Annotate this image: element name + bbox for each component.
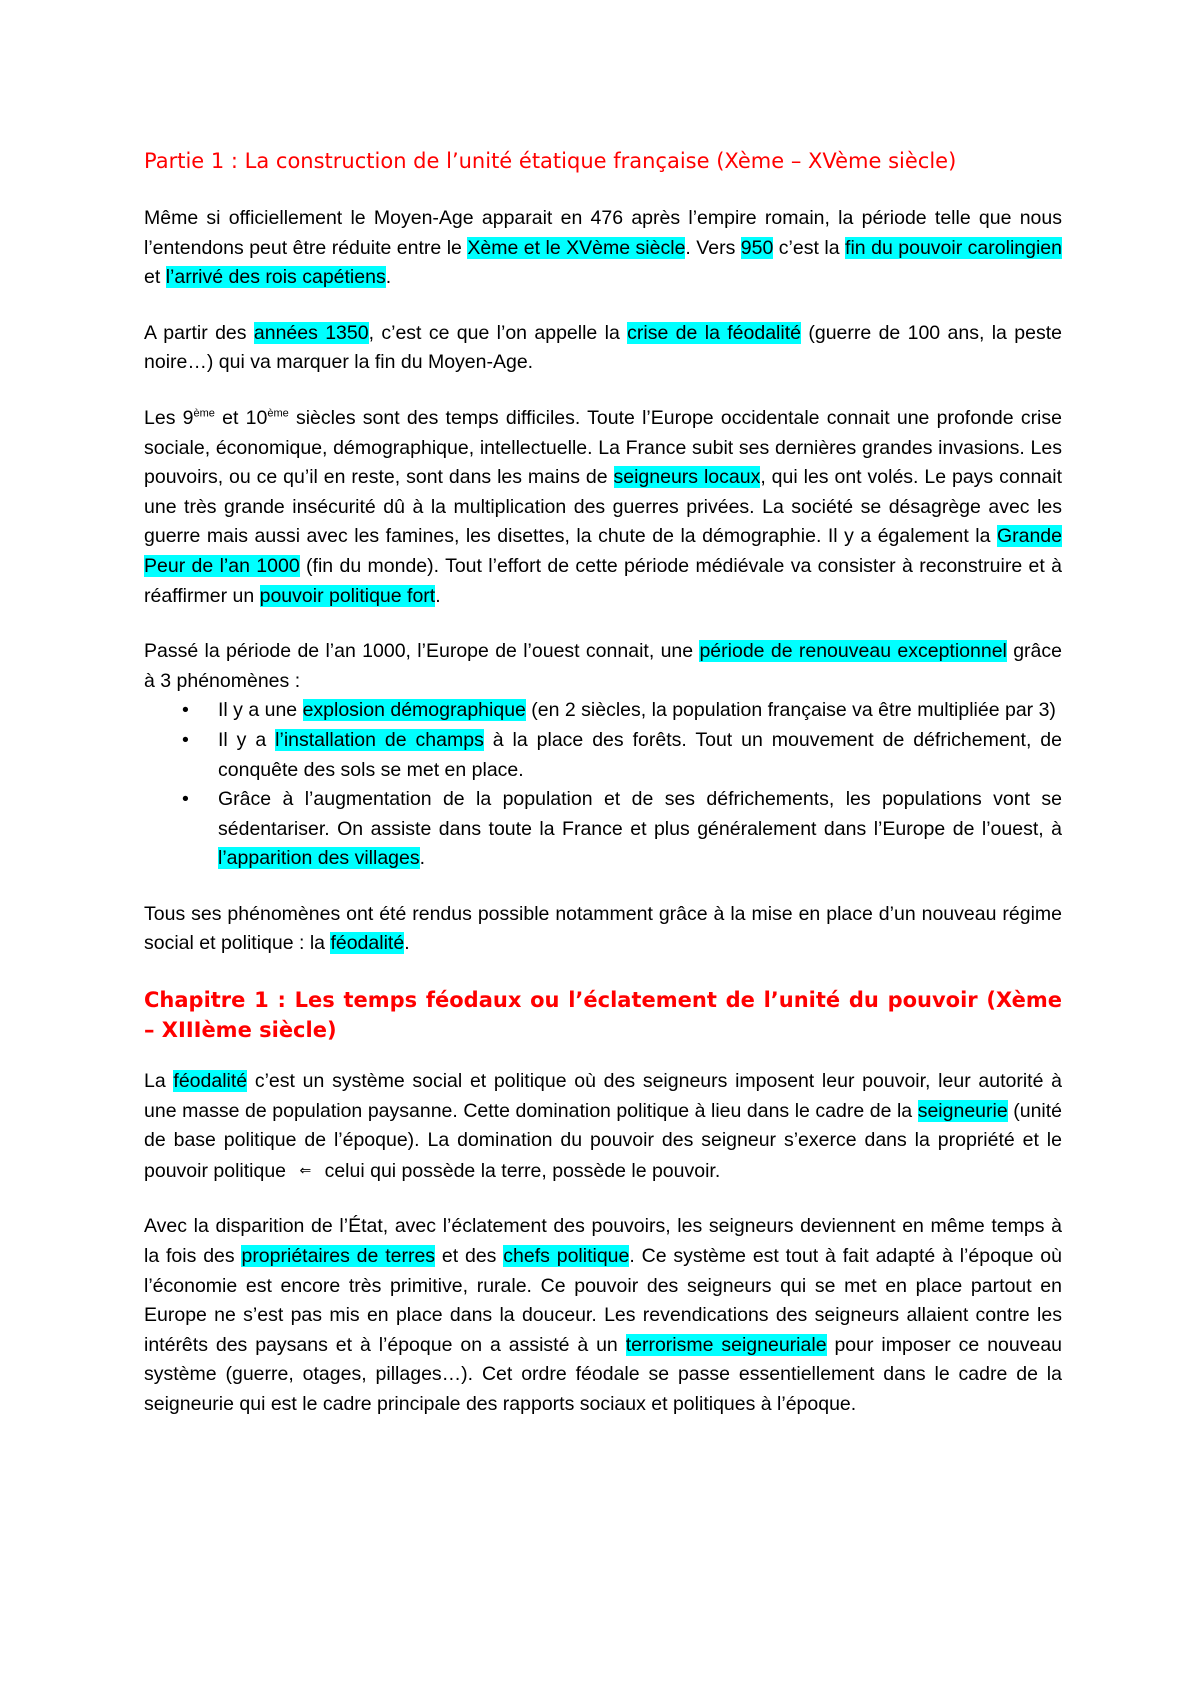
text-run: pour imposer ce nouveau système (guerre, otages, pillages…). Cet ordre féodale se passe essentiellement dans le cadre de la seigneurie qui est le cadre principale des rapports sociaux et politiques à l’époque. <box>144 1333 1063 1415</box>
text-run: c’est la <box>773 236 846 259</box>
document-body <box>144 146 1062 1446</box>
text-run: Il y a une <box>218 699 303 722</box>
bullet-icon: • <box>182 788 189 811</box>
list-item <box>144 785 1062 874</box>
text-run: Grâce à l’augmentation de la population et de ses défrichements, les populations vont se sédentariser. On assiste dans toute la France et plus généralement dans l’Europe de l’ouest, à <box>218 788 1062 840</box>
arrow-left-icon: ⇐ <box>299 1161 312 1178</box>
highlight: seigneurie <box>917 1099 1008 1122</box>
part-title: Partie 1 : La construction de l’unité étatique française (Xème – XVème siècle) <box>144 149 957 173</box>
highlight: l’arrivé des rois capétiens <box>165 266 386 289</box>
bullet-icon: • <box>182 699 189 722</box>
text-run: Même si officiellement le Moyen-Age apparait en 476 après l’empire romain, la période telle que nous l’entendons peut être réduite entre le <box>144 207 1062 259</box>
text-run: . Ce système est tout à fait adapté à l’époque où l’économie est encore très primitive, rurale. Ce pouvoir des seigneurs qui se met en place partout en Europe ne s’est pas mis en place dans la douceur. Les revendications des seigneurs allaient contre les intérêts des paysans et à l’époque on a assisté à un <box>144 1245 1062 1356</box>
highlight: seigneurs locaux <box>613 466 761 489</box>
text-run: Tous ses phénomènes ont été rendus possible notamment grâce à la mise en place d’un nouveau régime social et politique : la <box>144 902 1062 955</box>
highlight: l’apparition des villages <box>218 847 420 870</box>
highlight: féodalité <box>173 1070 248 1093</box>
paragraph-feudalism-definition <box>144 1067 1062 1186</box>
text-run: (unité de base politique de l’époque). La domination du pouvoir des seigneur s’exerce dans la propriété et le pouvoir politique <box>144 1099 1063 1182</box>
highlight: période de renouveau exceptionnel <box>699 640 1007 663</box>
text-run: Il y a <box>218 728 276 751</box>
highlight: années 1350 <box>253 321 369 344</box>
paragraph-centuries <box>144 404 1062 611</box>
highlight: fin du pouvoir carolingien <box>845 236 1062 259</box>
text-run: Les 9 <box>144 406 194 429</box>
highlight: féodalité <box>330 932 405 955</box>
text-run: grâce à 3 phénomènes : <box>144 640 1062 692</box>
text-run: et <box>144 266 166 289</box>
highlight: Grande Peur de l’an 1000 <box>144 525 1062 577</box>
highlight: pouvoir politique fort <box>259 584 436 607</box>
text-run: à la place des forêts. Tout un mouvement de défrichement, de conquête des sols se met en place. <box>218 728 1063 781</box>
text-run: , qui les ont volés. Le pays connait une très grande insécurité dû à la multiplication des guerres privées. La société se désagrège avec les guerre mais aussi avec les famines, les disettes, la chute de la démographie. Il y a également la <box>144 466 1062 548</box>
highlight: Xème et le XVème siècle <box>467 236 686 259</box>
highlight: chefs politique <box>503 1245 630 1268</box>
superscript: ème <box>193 407 215 420</box>
text-run: (en 2 siècles, la population française va être multipliée par 3) <box>525 699 1056 722</box>
text-run: , c’est ce que l’on appelle la <box>368 321 628 344</box>
text-run: (guerre de 100 ans, la peste noire…) qui va marquer la fin du Moyen-Age. <box>144 321 1062 374</box>
text-run: c’est un système social et politique où des seigneurs imposent leur pouvoir, leur autorité à une masse de population paysanne. Cette domination politique à lieu dans le cadre de la <box>144 1070 1062 1122</box>
highlight: 950 <box>740 236 774 259</box>
text-run: Passé la période de l’an 1000, l’Europe de l’ouest connait, une <box>144 640 700 663</box>
superscript: ème <box>267 407 289 420</box>
text-run: . <box>419 847 426 870</box>
text-run: . <box>385 266 392 289</box>
highlight: crise de la féodalité <box>627 321 801 344</box>
highlight: terrorisme seigneuriale <box>625 1333 827 1356</box>
text-run: A partir des <box>144 321 254 344</box>
text-run: . Vers <box>685 236 741 259</box>
phenomena-list <box>144 696 1062 874</box>
text-run: et 10 <box>214 406 268 429</box>
text-run: . <box>404 932 410 955</box>
paragraph-renewal <box>144 637 1062 696</box>
text-run: La <box>144 1070 174 1093</box>
text-run: siècles sont des temps difficiles. Toute l’Europe occidentale connait une profonde crise sociale, économique, démographique, intellectuelle. La France subit ses dernières grandes invasions. Les pouvoirs, ou ce qu’il en reste, sont dans les mains de <box>144 406 1062 489</box>
paragraph-crisis <box>144 319 1062 378</box>
highlight: explosion démographique <box>302 699 526 722</box>
paragraph-lords <box>144 1212 1062 1419</box>
bullet-icon: • <box>182 728 189 751</box>
text-run: (fin du monde). Tout l’effort de cette période médiévale va consister à reconstruire et à réaffirmer un <box>144 554 1063 607</box>
text-run: Avec la disparition de l’État, avec l’éclatement des pouvoirs, les seigneurs deviennent en même temps à la fois des <box>144 1215 1062 1268</box>
text-run: celui qui possède la terre, possède le pouvoir. <box>319 1159 721 1182</box>
paragraph-feudalism-intro <box>144 900 1062 959</box>
highlight: l’installation de champs <box>275 728 484 751</box>
highlight: propriétaires de terres <box>241 1245 436 1268</box>
paragraph-intro <box>144 204 1062 293</box>
text-run: et des <box>435 1245 504 1268</box>
text-run: . <box>435 584 441 607</box>
chapter-title: Chapitre 1 : Les temps féodaux ou l’éclatement de l’unité du pouvoir (Xème – XIIIème siècle) <box>144 988 1062 1043</box>
list-item <box>144 696 1062 726</box>
list-item <box>144 726 1062 785</box>
